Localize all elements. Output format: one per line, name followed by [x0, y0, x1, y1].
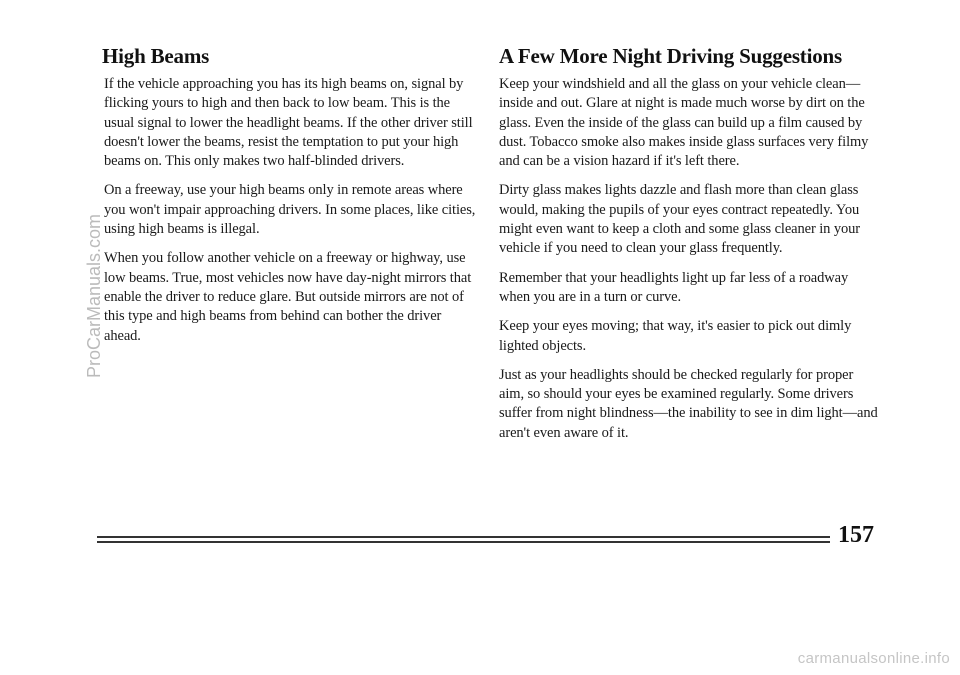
paragraph: On a freeway, use your high beams only in remote areas where you won't impair approaching drivers. In some places, like cities, using high beams is illegal.: [104, 182, 476, 238]
paragraph: Remember that your headlights light up far less of a roadway when you are in a turn or curve.: [499, 269, 849, 305]
paragraph: When you follow another vehicle on a freeway or highway, use low beams. True, most vehicles now have day-night mirrors that enable the driver to reduce glare. But outside mirrors are not of this type and high beams from behind can bother the driver ahead.: [104, 250, 472, 344]
paragraph: Keep your eyes moving; that way, it's easier to pick out dimly lighted objects.: [499, 318, 852, 354]
paragraph: If the vehicle approaching you has its high beams on, signal by flicking yours to high and then back to low beam. This is the usual signal to lower the headlight beams. If the other driver still doesn't lower the beams, resist the temptation to put your high beams on. This only makes two half-blinded drivers.: [104, 76, 473, 170]
watermark-vertical: ProCarManuals.com: [84, 213, 104, 378]
paragraph: Just as your headlights should be checked regularly for proper aim, so should your eyes be examined regularly. Some drivers suffer from night blindness—the inability to see in dim light—and aren't even aware of it.: [499, 366, 878, 441]
right-column: [499, 44, 881, 453]
left-column: [104, 44, 476, 356]
paragraph: Dirty glass makes lights dazzle and flash more than clean glass would, making the pupils of your eyes contract repeatedly. You might even want to keep a cloth and some glass cleaner in your vehicle if you need to clean your glass frequently.: [499, 182, 861, 257]
paragraph: Keep your windshield and all the glass on your vehicle clean—inside and out. Glare at night is made much worse by dirt on the glass. Even the inside of the glass can build up a film caused by dust. Tobacco smoke also makes inside glass surfaces very filmy and can be a vision hazard if it's left there.: [499, 76, 869, 170]
watermark-bottom: carmanualsonline.info: [797, 650, 950, 667]
section-heading-night-driving: A Few More Night Driving Suggestions: [499, 44, 842, 68]
footer-rule: [97, 536, 830, 538]
section-heading-high-beams: High Beams: [102, 44, 210, 68]
footer-rule: [97, 541, 830, 543]
page-number: 157: [838, 522, 874, 548]
